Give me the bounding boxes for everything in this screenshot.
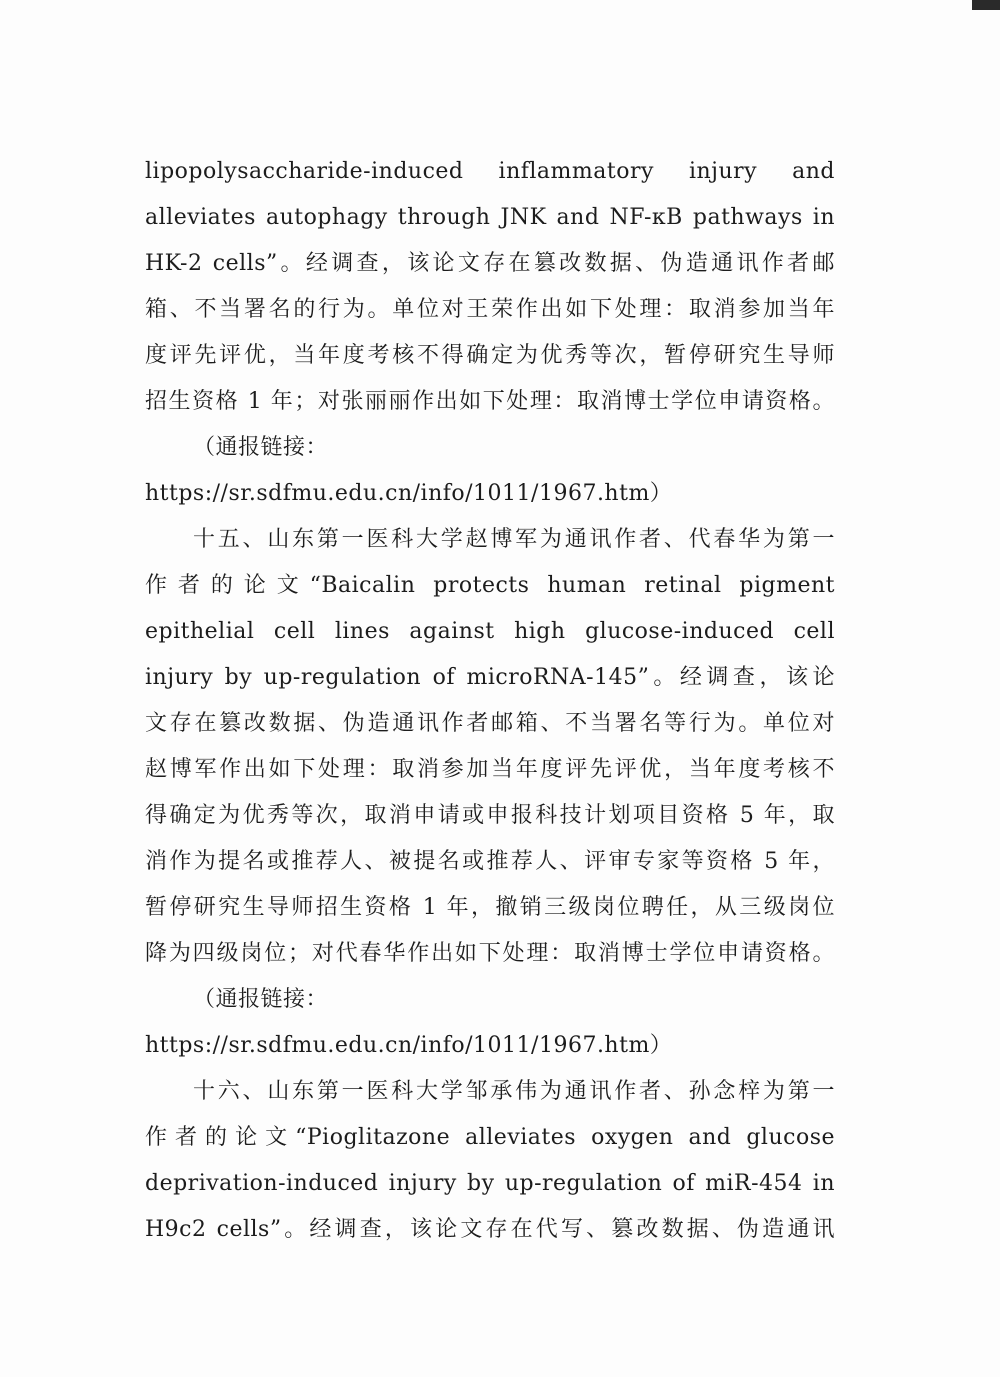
text-line: 十六、山东第一医科大学邹承伟为通讯作者、孙念梓为第一	[193, 1079, 835, 1104]
text-line: 赵博军作出如下处理：取消参加当年度评先评优，当年度考核不	[145, 757, 835, 782]
text-line: 招生资格 1 年；对张丽丽作出如下处理：取消博士学位申请资格。	[145, 389, 835, 414]
text-line: 十五、山东第一医科大学赵博军为通讯作者、代春华为第一	[193, 527, 835, 552]
text-line: H9c2 cells”。经调查，该论文存在代写、篡改数据、伪造通讯	[145, 1217, 835, 1242]
text-line: 得确定为优秀等次，取消申请或申报科技计划项目资格 5 年，取	[145, 803, 835, 828]
text-line: 作者的论文“Baicalin protects human retinal pigment	[145, 573, 835, 598]
text-line: injury by up-regulation of microRNA-145”。经调查，该论	[145, 665, 835, 690]
report-link[interactable]: https://sr.sdfmu.edu.cn/info/1011/1967.htm）	[145, 481, 673, 506]
link-label: （通报链接：	[193, 987, 329, 1012]
report-link[interactable]: https://sr.sdfmu.edu.cn/info/1011/1967.htm）	[145, 1033, 673, 1058]
text-line: lipopolysaccharide-induced inflammatory injury and	[145, 159, 835, 184]
text-line: 文存在篡改数据、伪造通讯作者邮箱、不当署名等行为。单位对	[145, 711, 835, 736]
text-line: 箱、不当署名的行为。单位对王荣作出如下处理：取消参加当年	[145, 297, 835, 322]
text-line: 作者的论文“Pioglitazone alleviates oxygen and glucose	[145, 1125, 835, 1150]
text-line: deprivation-induced injury by up-regulation of miR-454 in	[145, 1171, 835, 1196]
text-line: 度评先评优，当年度考核不得确定为优秀等次，暂停研究生导师	[145, 343, 835, 368]
text-line: 暂停研究生导师招生资格 1 年，撤销三级岗位聘任，从三级岗位	[145, 895, 835, 920]
text-line: epithelial cell lines against high glucose-induced cell	[145, 619, 835, 644]
text-line: HK-2 cells”。经调查，该论文存在篡改数据、伪造通讯作者邮	[145, 251, 835, 276]
scan-corner-mark	[972, 0, 1000, 10]
text-line: 降为四级岗位；对代春华作出如下处理：取消博士学位申请资格。	[145, 941, 835, 966]
text-line: 消作为提名或推荐人、被提名或推荐人、评审专家等资格 5 年，	[145, 849, 835, 874]
link-label: （通报链接：	[193, 435, 329, 460]
text-line: alleviates autophagy through JNK and NF-κB pathways in	[145, 205, 835, 230]
